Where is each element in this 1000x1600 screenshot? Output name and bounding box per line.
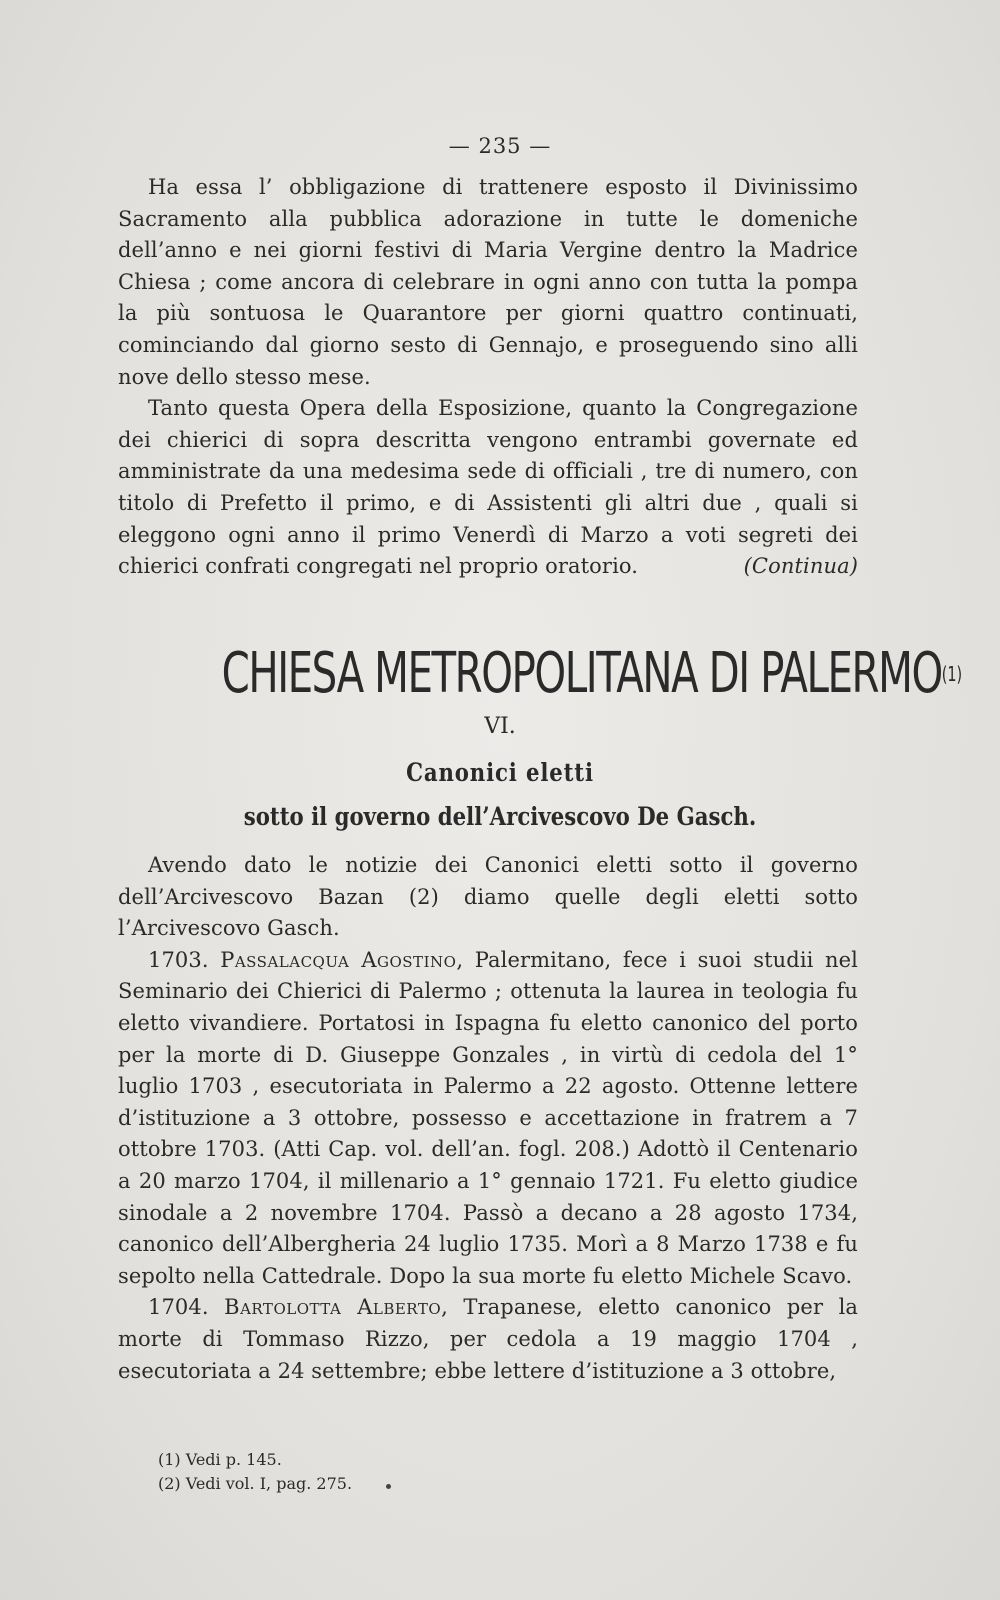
continua-label: (Continua) (743, 554, 858, 579)
paragraph-text: Tanto questa Opera della Esposizione, quanto la Congregazione dei chierici di sopra descritta vengono entrambi governate ed amministrate da una medesima sede di officiali , tre di numero, con titolo di Prefetto il primo, e di Assistenti gli altri due , quali si eleggono ogni anno il primo Venerdì di Marzo a voti segreti dei chierici confrati congregati nel proprio oratorio. (118, 396, 858, 579)
entry-text: , Palermitano, fece i suoi studii nel Seminario dei Chierici di Palermo ; ottenuta la laurea in teologia fu eletto vivandiere. Portatosi in Ispagna fu eletto canonico del porto per la morte di D. Giuseppe Gonzales , in virtù di cedola del 1° luglio 1703 , esecutoriata in Palermo a 22 agosto. Ottenne lettere d’istituzione a 3 ottobre, possesso e accettazione in fratrem a 7 ottobre 1703. (Atti Cap. vol. dell’an. fogl. 208.) Adottò il Centenario a 20 marzo 1704, il millenario a 1° gennaio 1721. Fu eletto giudice sinodale a 2 novembre 1704. Passò a decano a 28 agosto 1734, canonico dell’Albergheria 24 luglio 1735. Morì a 8 Marzo 1738 e fu sepolto nella Cattedrale. Dopo la sua morte fu eletto Michele Scavo. (118, 947, 858, 1288)
text-block-top (118, 172, 858, 583)
page-number: — 235 — (448, 134, 552, 158)
section-number: VI. (484, 714, 516, 739)
entry-year: 1704. (148, 1295, 209, 1320)
section-title-text: CHIESA METROPOLITANA DI PALERMO (221, 641, 942, 706)
ink-speck (386, 1484, 391, 1489)
entry-passalacqua (118, 945, 858, 1293)
paragraph-obbligazione: Ha essa l’ obbligazione di trattenere esposto il Divinissimo Sacramento alla pubblica adorazione in tutte le domeniche dell’anno e nei giorni festivi di Maria Vergine dentro la Madrice Chiesa ; come ancora di celebrare in ogni anno con tutta la pompa la più sontuosa le Quarantore per giorni quattro continuati, cominciando dal giorno sesto di Gennajo, e proseguendo sino alli nove dello stesso mese. (118, 175, 858, 389)
paragraph-opera-esposizione (118, 393, 858, 583)
footnote-ref: (1) (941, 662, 963, 686)
subtitle-canonici: Canonici eletti (406, 758, 594, 787)
footnote-2: (2) Vedi vol. I, pag. 275. (158, 1474, 353, 1493)
subtitle-governo: sotto il governo dell’Arcivescovo De Gasch. (243, 802, 757, 831)
entry-year: 1703. (148, 947, 209, 972)
section-title (221, 641, 963, 706)
entry-name: Bartolotta Alberto (224, 1295, 442, 1320)
entry-text: , Trapanese, eletto canonico per la morte di Tommaso Rizzo, per cedola a 19 maggio 1704 , esecutoriata a 24 settembre; ebbe lettere d’istituzione a 3 ottobre, (118, 1295, 859, 1383)
footnote-1: (1) Vedi p. 145. (158, 1450, 282, 1469)
text-block-bottom (118, 850, 858, 1387)
entry-bartolotta (118, 1292, 858, 1387)
entry-name: Passalacqua Agostino (220, 947, 457, 972)
paragraph-intro: Avendo dato le notizie dei Canonici eletti sotto il governo dell’Arcivescovo Bazan (2) diamo quelle degli eletti sotto l’Arcivescovo Gasch. (118, 853, 858, 941)
footnotes (158, 1448, 758, 1496)
